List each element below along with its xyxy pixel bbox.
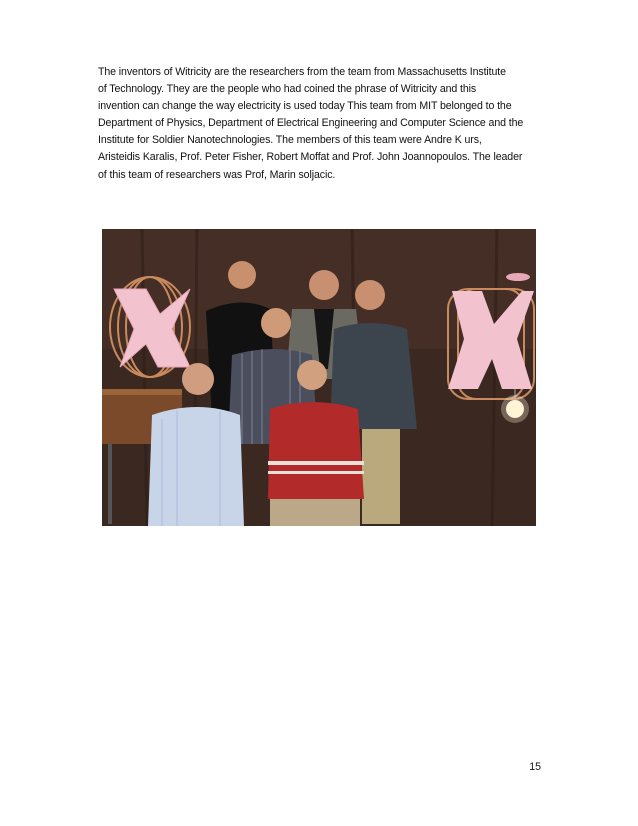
- paragraph-line: Institute for Soldier Nanotechnologies. The members of this team were Andre K urs,: [98, 134, 482, 147]
- paragraph-line: of this team of researchers was Prof, Marin soljacic.: [98, 168, 336, 181]
- team-photo-icon: [102, 229, 536, 526]
- paragraph-line: The inventors of Witricity are the researchers from the team from Massachusetts Institute: [98, 66, 506, 78]
- body-paragraph: [98, 64, 548, 184]
- paragraph-line: invention can change the way electricity is used today This team from MIT belonged to the: [98, 100, 512, 113]
- paragraph-line: of Technology. They are the people who had coined the phrase of Witricity and this: [98, 83, 477, 96]
- paragraph-line: Aristeidis Karalis, Prof. Peter Fisher, Robert Moffat and Prof. John Joannopoulos. The leader: [98, 151, 523, 164]
- team-photo: [102, 229, 536, 526]
- paragraph-line: Department of Physics, Department of Electrical Engineering and Computer Science and the: [98, 117, 524, 130]
- page-number: 15: [529, 761, 541, 773]
